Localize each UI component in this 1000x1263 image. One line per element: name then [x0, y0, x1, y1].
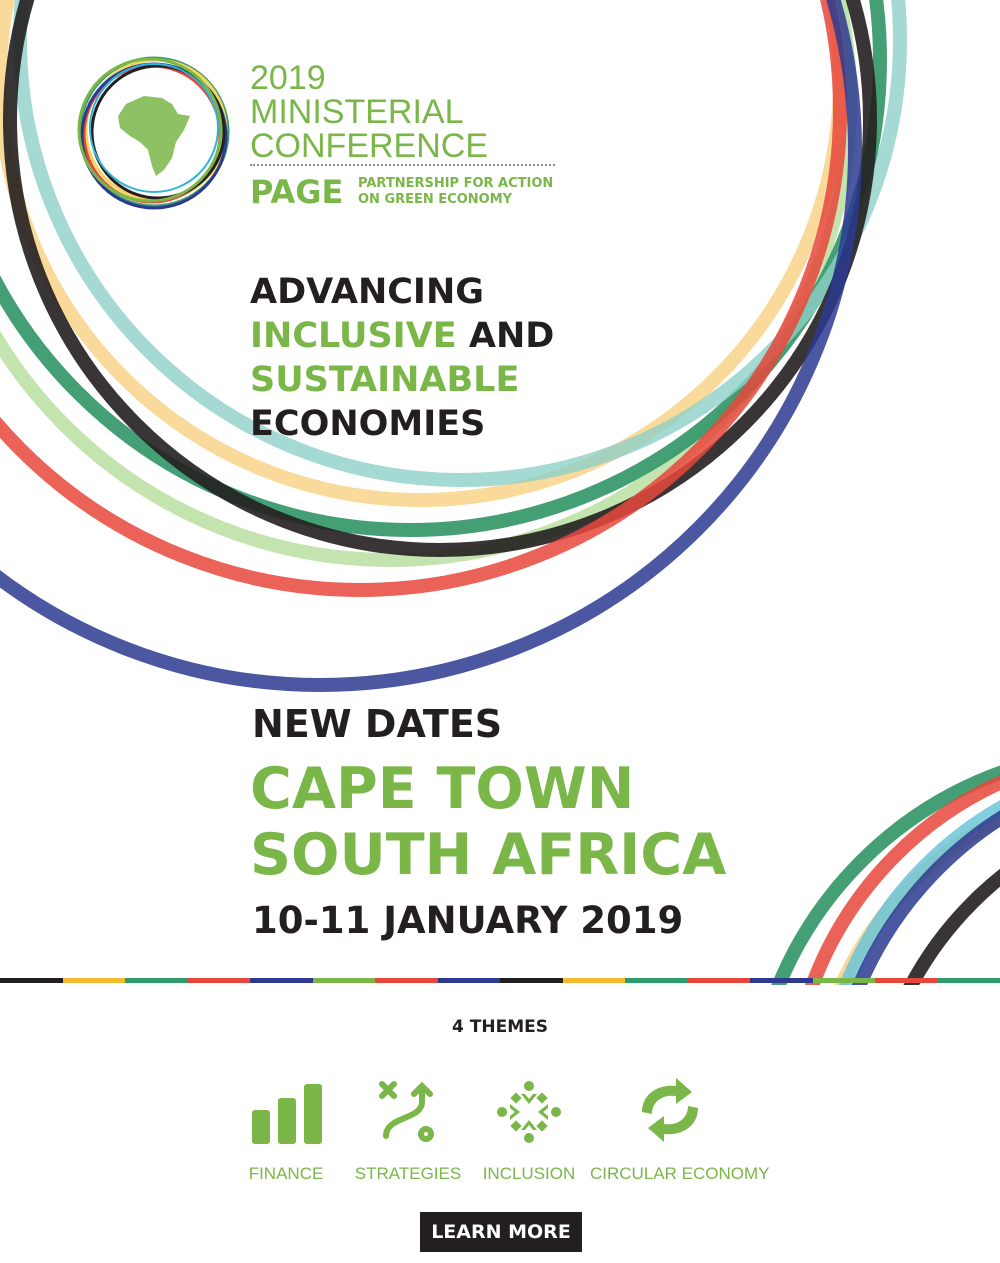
page-acronym: PAGE: [250, 173, 344, 211]
color-stripe-divider: [0, 978, 1000, 983]
theme-label-inclusion: INCLUSION: [482, 1164, 576, 1183]
stripe-segment: [438, 978, 501, 983]
stripe-segment: [938, 978, 1000, 983]
stripe-segment: [875, 978, 938, 983]
stripe-segment: [500, 978, 563, 983]
people-circle-icon: [494, 1080, 564, 1144]
stripe-segment: [188, 978, 251, 983]
theme-inclusion: [494, 1080, 564, 1144]
stripe-segment: [250, 978, 313, 983]
conference-title-line1: MINISTERIAL: [250, 93, 464, 131]
africa-map-icon: [118, 96, 190, 176]
stripe-segment: [313, 978, 376, 983]
event-dates: 10-11 JANUARY 2019: [252, 899, 684, 942]
strategy-path-icon: [378, 1080, 438, 1144]
headline-inclusive: INCLUSIVE: [250, 316, 457, 356]
headline-line2: [250, 314, 554, 358]
stripe-segment: [375, 978, 438, 983]
stripe-segment: [0, 978, 63, 983]
theme-label-circular-economy: CIRCULAR ECONOMY: [590, 1164, 770, 1183]
bar-chart-icon: [250, 1080, 324, 1144]
learn-more-button[interactable]: LEARN MORE: [420, 1212, 582, 1252]
headline-and: AND: [456, 316, 555, 356]
partnership-line2: ON GREEN ECONOMY: [358, 192, 513, 207]
theme-circular-economy: [634, 1080, 706, 1146]
stripe-segment: [563, 978, 626, 983]
recycle-arrows-icon: [634, 1074, 706, 1146]
new-dates-label: NEW DATES: [252, 702, 503, 746]
theme-label-finance: FINANCE: [248, 1164, 324, 1183]
dotted-divider: [250, 164, 555, 166]
headline-line1: ADVANCING: [250, 272, 484, 312]
conference-year: 2019: [250, 59, 326, 97]
stripe-segment: [125, 978, 188, 983]
theme-finance: [250, 1080, 324, 1144]
partnership-line1: PARTNERSHIP FOR ACTION: [358, 176, 554, 191]
city-line2: SOUTH AFRICA: [250, 822, 727, 888]
headline-sustainable: SUSTAINABLE: [250, 360, 520, 400]
stripe-segment: [625, 978, 688, 983]
city-line1: CAPE TOWN: [250, 756, 635, 822]
stripe-segment: [813, 978, 876, 983]
headline-line3: [250, 358, 519, 402]
stripe-segment: [750, 978, 813, 983]
headline-line4: ECONOMIES: [250, 404, 486, 444]
theme-strategies: [378, 1080, 438, 1144]
themes-title: 4 THEMES: [452, 1017, 548, 1037]
conference-logo: [74, 52, 234, 212]
conference-title-line2: CONFERENCE: [250, 127, 489, 165]
theme-label-strategies: STRATEGIES: [354, 1164, 462, 1183]
stripe-segment: [63, 978, 126, 983]
stripe-segment: [688, 978, 751, 983]
